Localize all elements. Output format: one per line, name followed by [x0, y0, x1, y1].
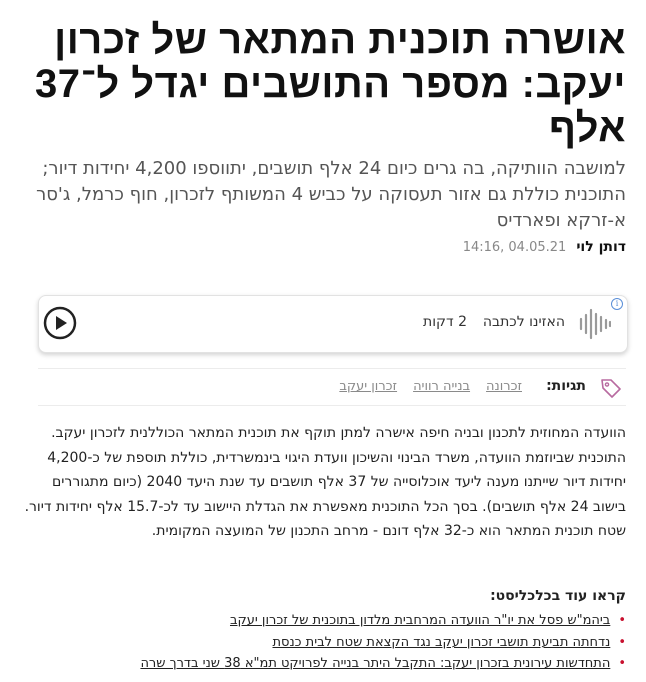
tag-link-dense-construction[interactable]: בנייה רוויה: [413, 379, 471, 394]
list-item: [22, 610, 626, 632]
tags-list: [339, 379, 522, 394]
tag-link-zichrona[interactable]: זכרונה: [486, 379, 522, 394]
tag-icon: [600, 377, 622, 399]
tags-title: תגיות:: [546, 378, 586, 394]
listen-label: האזינו לכתבה: [482, 314, 565, 330]
article-body-paragraph: הוועדה המחוזית לתכנון ובניה חיפה אישרה למתן תוקף את תוכנית המתאר הכוללנית לזכרון יעקב. התוכנית שביוזמת הוועדה, משרד הבינוי והשיכון וועדת היגוי בינמשרדית, כוללת תוספת של כ-4,200 יחידות דיור שייתנו מענה ליעד אוכלוסייה של 37 אלף תושבים עד שנת היעד 2040 (כיום מתגוררים בישוב 24 אלף תושבים). בסך הכל התוכנית מאפשרת את הגדלת היישוב עד לכ-15.7 אלף יחידות דיור. שטח תוכנית המתאר הוא כ-32 אלף דונם - מרחב התכנון של המועצה המקומית.: [24, 425, 626, 539]
read-more-link[interactable]: התחדשות עירונית בזכרון יעקב: התקבל היתר בנייה לפרויקט תמ"א 38 שני בדרך שרה: [140, 656, 611, 671]
publish-date: 14:16, 04.05.21: [462, 240, 567, 255]
author-name[interactable]: דותן לוי: [576, 239, 626, 255]
read-more-title: קראו עוד בכלכליסט:: [490, 588, 626, 604]
list-item: [22, 653, 626, 675]
article-subheadline: למושבה הוותיקה, בה גרים כיום 24 אלף תושבים, יתווספו 4,200 יחידות דיור; התוכנית כוללת גם אזור תעסוקה על כביש 4 המשותף לזכרון, חוף כרמל, ג'סר א-זרקא ופארדיס: [36, 158, 626, 231]
play-icon[interactable]: [43, 306, 77, 340]
article-headline: אושרה תוכנית המתאר של זכרון יעקב: מספר התושבים יגדל ל־37 אלף: [35, 18, 626, 150]
read-more-link[interactable]: נדחתה תביעת תושבי זכרון יעקב נגד הקצאת שטח לבית כנסת: [272, 634, 611, 650]
read-more-link[interactable]: ביהמ"ש פסל את יו"ר הוועדה המרחבית מלדון בתוכנית של זכרון יעקב: [229, 613, 611, 628]
tag-link-zichron-yaakov[interactable]: זכרון יעקב: [339, 379, 398, 394]
read-more-list: [22, 610, 626, 675]
audio-player: [38, 295, 628, 353]
info-icon[interactable]: i: [611, 298, 623, 310]
list-item: [22, 632, 626, 654]
byline: [463, 239, 626, 255]
bullet-icon: •: [618, 613, 626, 628]
tags-bar: [38, 368, 626, 406]
waveform-icon: [579, 307, 611, 341]
bullet-icon: •: [618, 656, 626, 671]
bullet-icon: •: [618, 634, 626, 650]
audio-duration: 2 דקות: [423, 314, 467, 330]
